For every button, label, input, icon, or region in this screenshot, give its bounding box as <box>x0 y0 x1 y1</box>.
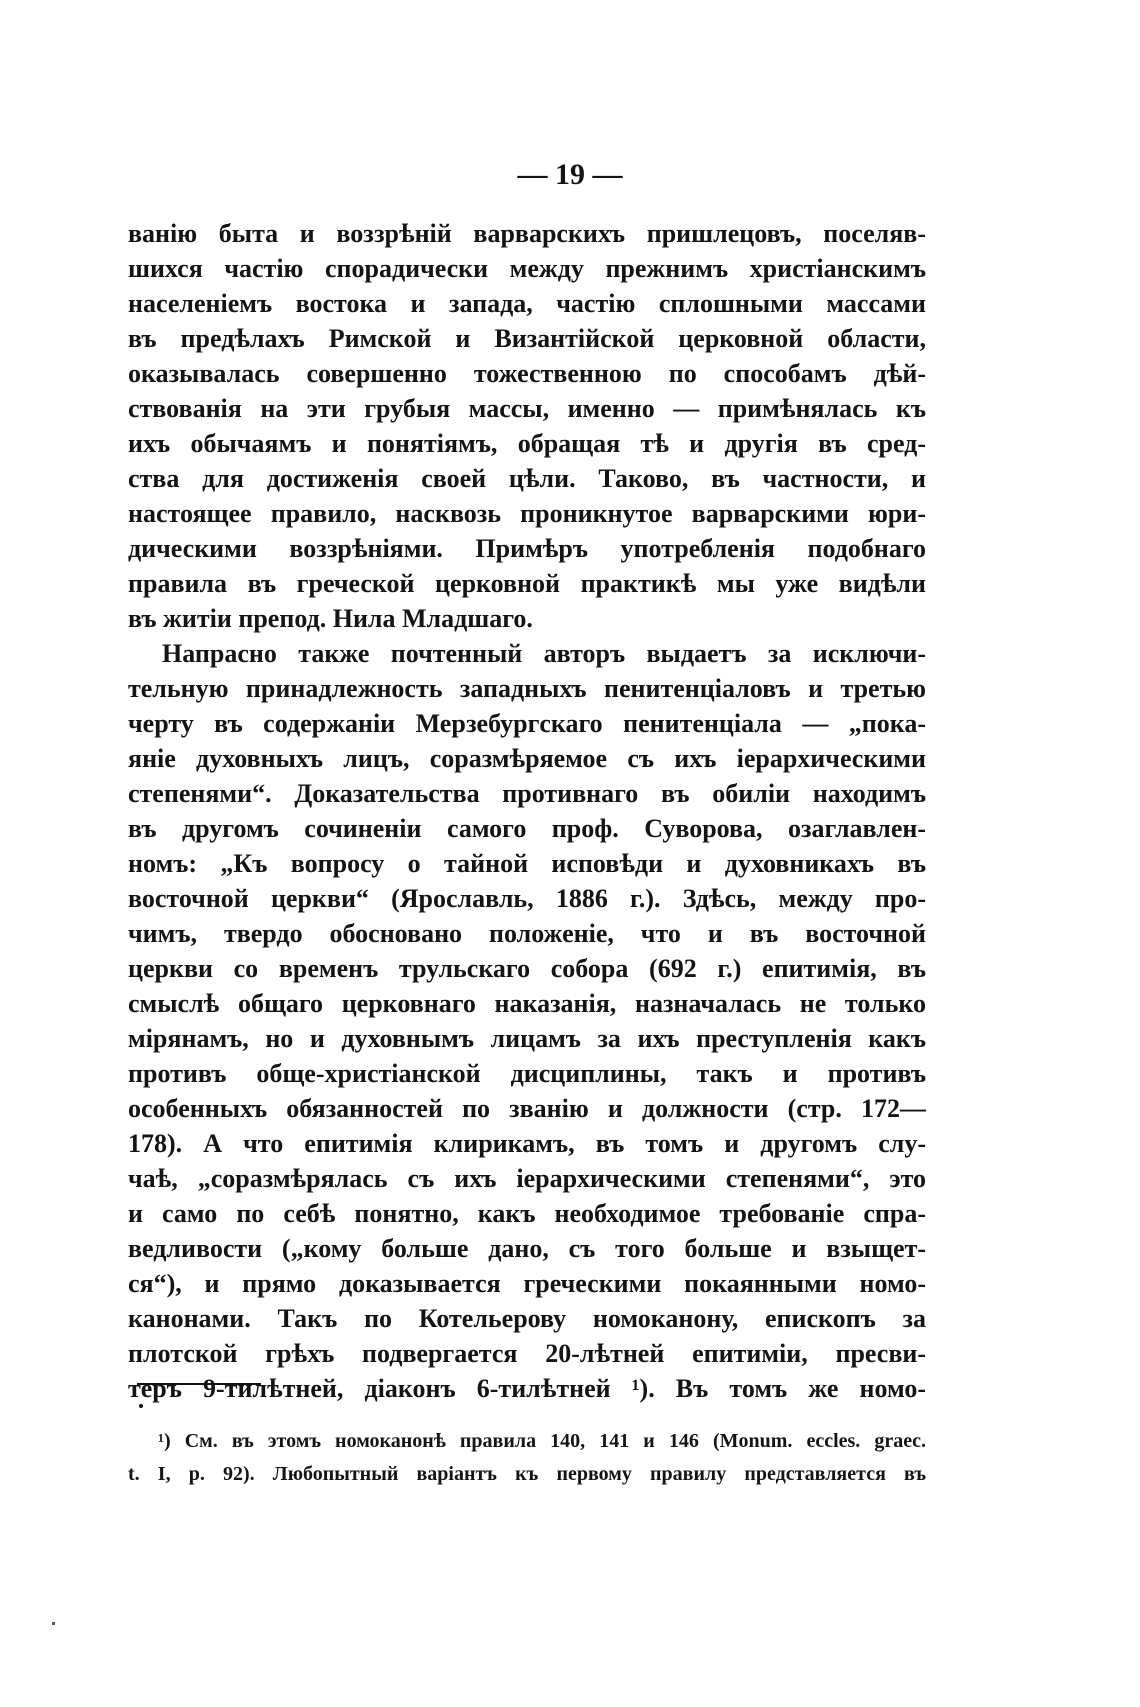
footnote-line: ¹) См. въ этомъ номоканонѣ правила 140, 141 и 146 (Monum. eccles. graec. <box>158 1430 926 1452</box>
text-line: въ другомъ сочиненіи самого проф. Суворова, озаглавлен- <box>128 814 926 843</box>
text-line: восточной церкви“ (Ярославль, 1886 г.). Здѣсь, между про- <box>128 884 926 913</box>
paragraph-start-line: Напрасно также почтенный авторъ выдаетъ за исключи- <box>162 639 926 668</box>
text-line: чаѣ, „соразмѣрялась съ ихъ іерархическими степенями“, это <box>128 1164 926 1193</box>
text-line: плотской грѣхъ подвергается 20-лѣтней епитиміи, пресви- <box>128 1339 926 1368</box>
text-line: шихся частію спорадически между прежнимъ христіанскимъ <box>128 254 926 283</box>
body-text <box>128 216 926 1406</box>
footnote <box>128 1425 926 1491</box>
text-line: ствованія на эти грубыя массы, именно — примѣнялась къ <box>128 394 926 423</box>
text-line: въ предѣлахъ Римской и Византійской церковной области, <box>128 324 926 353</box>
text-line: черту въ содержаніи Мерзебургскаго пенитенціала — „пока- <box>128 709 926 738</box>
print-speck <box>139 1404 143 1408</box>
paragraph-end-line: въ житіи препод. Нила Младшаго. <box>128 604 533 633</box>
page-number: — 19 — <box>517 158 623 191</box>
text-line: ства для достиженія своей цѣли. Таково, въ частности, и <box>128 464 926 493</box>
text-line: 178). А что епитимія клирикамъ, въ томъ и другомъ слу- <box>128 1129 926 1158</box>
text-line: тельную принадлежность западныхъ пенитенціаловъ и третью <box>128 674 926 703</box>
text-line: правила въ греческой церковной практикѣ мы уже видѣли <box>128 569 926 598</box>
text-line: мірянамъ, но и духовнымъ лицамъ за ихъ преступленія какъ <box>128 1024 926 1053</box>
text-line: дическими воззрѣніями. Примѣръ употребленія подобнаго <box>128 534 926 563</box>
text-line: канонами. Такъ по Котельерову номоканону, епископъ за <box>128 1304 926 1333</box>
text-line: теръ 9-тилѣтней, діаконъ 6-тилѣтней ¹). Въ томъ же номо- <box>128 1374 926 1403</box>
text-line: номъ: „Къ вопросу о тайной исповѣди и духовникахъ въ <box>128 849 926 878</box>
text-line: ихъ обычаямъ и понятіямъ, обращая тѣ и другія въ сред- <box>128 429 926 458</box>
text-line: чимъ, твердо обосновано положеніе, что и въ восточной <box>128 919 926 948</box>
text-line: ся“), и прямо доказывается греческими покаянными номо- <box>128 1269 926 1298</box>
footnote-line: t. I, p. 92). Любопытный варіантъ къ первому правилу представляется въ <box>128 1463 926 1485</box>
text-line: настоящее правило, насквозь проникнутое варварскими юри- <box>128 499 926 528</box>
text-line: степенями“. Доказательства противнаго въ обиліи находимъ <box>128 779 926 808</box>
text-line: смыслѣ общаго церковнаго наказанія, назначалась не только <box>128 989 926 1018</box>
text-line: и само по себѣ понятно, какъ необходимое требованіе спра- <box>128 1199 926 1228</box>
text-line: ведливости („кому больше дано, съ того больше и взыщет- <box>128 1234 926 1263</box>
text-line: особенныхъ обязанностей по званію и должности (стр. 172— <box>128 1094 926 1123</box>
text-line: яніе духовныхъ лицъ, соразмѣряемое съ ихъ іерархическими <box>128 744 926 773</box>
text-line: оказывалась совершенно тожественною по способамъ дѣй- <box>128 359 926 388</box>
margin-speck <box>52 1622 55 1625</box>
footnote-divider <box>137 1383 261 1385</box>
text-line: противъ обще-христіанской дисциплины, такъ и противъ <box>128 1059 926 1088</box>
text-line: церкви со временъ трульскаго собора (692 г.) епитимія, въ <box>128 954 926 983</box>
text-line: ванію быта и воззрѣній варварскихъ пришлецовъ, поселяв- <box>128 219 926 248</box>
text-line: населеніемъ востока и запада, частію сплошными массами <box>128 289 926 318</box>
